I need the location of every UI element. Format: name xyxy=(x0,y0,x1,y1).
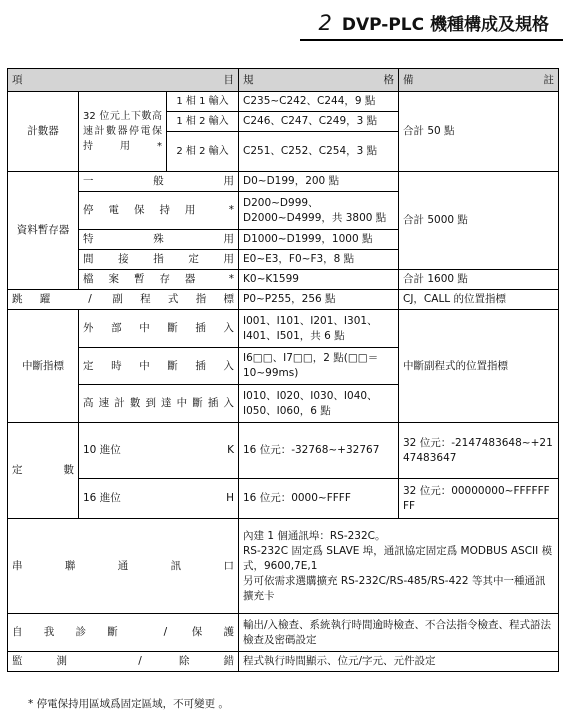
table-row: 特殊用 D1000~D1999，1000 點 xyxy=(8,230,559,250)
serial-label: 串聯通訊口 xyxy=(8,519,239,614)
table-row: 跳躍 / 副程式指標 P0~P255，256 點 CJ，CALL 的位置指標 xyxy=(8,290,559,310)
spec-table xyxy=(7,68,559,672)
table-row: 定時中斷插入 I6□□、I7□□，2 點(□□＝10~99ms) xyxy=(8,348,559,385)
table-row: 16 進位 H 16 位元：0000~FFFF 32 位元：00000000~FFFFFFFF xyxy=(8,479,559,519)
table-row: 定數 10 進位 K 16 位元：-32768~+32767 32 位元：-2147483648~+2147483647 xyxy=(8,423,559,479)
table-row: 資料暫存器 一般用 D0~D199，200 點 合計 5000 點 xyxy=(8,172,559,192)
table-header-row xyxy=(8,69,559,92)
interrupt-label: 中斷指標 xyxy=(8,310,79,423)
diagnosis-label: 自我診斷 / 保護 xyxy=(8,614,239,652)
counter-label: 計數器 xyxy=(8,92,79,172)
table-row: 檔案暫存器 * K0~K1599 合計 1600 點 xyxy=(8,270,559,290)
header-spec: 規 格 xyxy=(239,69,399,92)
data-register-note: 合計 5000 點 xyxy=(399,172,559,270)
table-row: 高速計數到達中斷插入 I010、I020、I030、I040、I050、I060，6 點 xyxy=(8,385,559,423)
table-row: 中斷指標 外部中斷插入 I001、I101、I201、I301、I401、I501，共 6 點 中斷副程式的位置指標 xyxy=(8,310,559,348)
chapter-title-text: DVP-PLC 機種構成及規格 xyxy=(341,15,549,35)
monitor-label: 監測 / 除錯 xyxy=(8,652,239,672)
table-row: 間接指定用 E0~E3，F0~F3，8 點 xyxy=(8,250,559,270)
chapter-title xyxy=(318,10,549,35)
interrupt-note: 中斷副程式的位置指標 xyxy=(399,310,559,423)
page-header xyxy=(0,0,565,44)
chapter-number: 2 xyxy=(318,11,332,35)
header-item: 項 目 xyxy=(8,69,239,92)
table-row: 自我診斷 / 保護 輸出/入檢查、系統執行時間逾時檢查、不合法指令檢查、程式語法檢查及密碼設定 xyxy=(8,614,559,652)
table-row: 計數器 32 位元上下數高速計數器停電保持用* 1 相 1 輸入 C235~C242、C244，9 點 合計 50 點 xyxy=(8,92,559,112)
footnote: * 停電保持用區域爲固定區域，不可變更 。 xyxy=(28,698,229,710)
table-row: 1 相 2 輸入 C246、C247、C249，3 點 xyxy=(8,112,559,132)
jump-label: 跳躍 / 副程式指標 xyxy=(8,290,239,310)
table-row: 停電保持用 * D200~D999、 D2000~D4999，共 3800 點 xyxy=(8,192,559,230)
header-note: 備 註 xyxy=(399,69,559,92)
table-row: 監測 / 除錯 程式執行時間顯示、位元/字元、元件設定 xyxy=(8,652,559,672)
header-rule xyxy=(300,39,563,41)
data-register-label: 資料暫存器 xyxy=(8,172,79,290)
constant-label: 定數 xyxy=(8,423,79,519)
table-row: 2 相 2 輸入 C251、C252、C254，3 點 xyxy=(8,132,559,172)
counter-note: 合計 50 點 xyxy=(399,92,559,172)
counter-32bit-label: 32 位元上下數高速計數器停電保持用* xyxy=(79,92,167,172)
table-row: 串聯通訊口 內建 1 個通訊埠：RS-232C。 RS-232C 固定爲 SLAVE 埠，通訊協定固定爲 MODBUS ASCII 模式，9600,7E,1 另可依需求選購擴充 RS-232C/RS-485/RS-422 等其中一種通訊擴充卡 xyxy=(8,519,559,614)
